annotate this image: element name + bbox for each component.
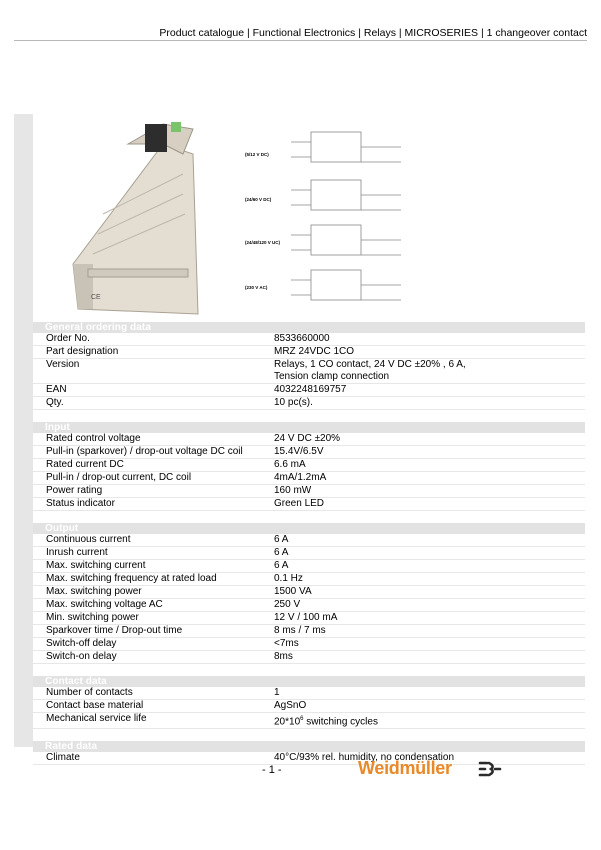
spec-label: Inrush current bbox=[46, 547, 108, 558]
weidmuller-logo-icon bbox=[478, 760, 502, 778]
spec-row bbox=[33, 384, 585, 397]
spec-value bbox=[262, 560, 585, 572]
spec-label: Pull-in / drop-out current, DC coil bbox=[46, 472, 192, 483]
spec-label: Qty. bbox=[46, 397, 64, 408]
spec-label: Order No. bbox=[46, 333, 90, 344]
spec-value-text: 24 V DC ±20% bbox=[274, 433, 341, 444]
spec-value-text: 40°C/93% rel. humidity, no condensation bbox=[274, 752, 455, 764]
spec-label: Max. switching power bbox=[46, 586, 142, 597]
weidmuller-logo-text: Weidmüller bbox=[358, 758, 452, 778]
spec-row bbox=[33, 713, 585, 729]
section-header: Rated data bbox=[33, 741, 585, 752]
spec-value-text: 1 bbox=[274, 687, 280, 698]
spec-value-text: 250 V bbox=[274, 599, 301, 610]
product-image-area bbox=[33, 114, 585, 322]
spec-value bbox=[262, 651, 585, 663]
spec-value-text: 10 pc(s). bbox=[274, 397, 313, 408]
spec-value bbox=[262, 459, 585, 471]
spec-row bbox=[33, 446, 585, 459]
spec-label: Min. switching power bbox=[46, 612, 139, 623]
section-header: Input bbox=[33, 422, 585, 433]
spec-row bbox=[33, 651, 585, 664]
diagram-label-2: (24/60 V DC) bbox=[245, 197, 272, 202]
spec-value bbox=[262, 384, 585, 396]
spec-label: Power rating bbox=[46, 485, 103, 496]
spec-row bbox=[33, 433, 585, 446]
spec-value bbox=[262, 700, 585, 712]
spec-value-text: MRZ 24VDC 1CO bbox=[274, 346, 355, 357]
spec-row bbox=[33, 498, 585, 511]
spec-value bbox=[262, 485, 585, 497]
svg-text:CE: CE bbox=[91, 294, 101, 301]
spec-value-text: 8533660000 bbox=[274, 333, 330, 344]
section-gap bbox=[33, 410, 585, 422]
diagram-label-1: (5/12 V DC) bbox=[245, 152, 269, 157]
spec-row bbox=[33, 472, 585, 485]
spec-row bbox=[33, 612, 585, 625]
spec-label: Number of contacts bbox=[46, 687, 133, 698]
spec-value-text: 20*10 bbox=[274, 716, 301, 728]
diagram-label-4: (230 V AC) bbox=[245, 285, 268, 290]
spec-value bbox=[262, 534, 585, 546]
circuit-diagrams bbox=[291, 122, 411, 322]
spec-label: Switch-off delay bbox=[46, 638, 117, 649]
spec-row bbox=[33, 638, 585, 651]
spec-label: Status indicator bbox=[46, 498, 115, 509]
spec-value-text: 4mA/1.2mA bbox=[274, 472, 327, 483]
spec-label: Switch-on delay bbox=[46, 651, 117, 662]
breadcrumb: Product catalogue | Functional Electronics | Relays | MICROSERIES | 1 changeover contact bbox=[159, 27, 587, 39]
spec-row bbox=[33, 459, 585, 472]
spec-value-exponent: 6 bbox=[300, 716, 304, 722]
spec-label: Max. switching frequency at rated load bbox=[46, 573, 217, 584]
spec-label: Continuous current bbox=[46, 534, 131, 545]
spec-value-text: 4032248169757 bbox=[274, 384, 347, 395]
section-header: General ordering data bbox=[33, 322, 585, 333]
spec-label: Rated current DC bbox=[46, 459, 124, 470]
spec-value bbox=[262, 498, 585, 510]
spec-value-text: 12 V / 100 mA bbox=[274, 612, 338, 623]
spec-tables bbox=[33, 322, 585, 765]
page-number: - 1 - bbox=[262, 764, 282, 776]
spec-value-text: 1500 VA bbox=[274, 586, 312, 597]
spec-value bbox=[262, 397, 585, 409]
section-gap bbox=[33, 729, 585, 741]
spec-row bbox=[33, 687, 585, 700]
diagram-label-3: (24/48/120 V UC) bbox=[245, 240, 281, 245]
relay-product-image bbox=[33, 114, 238, 322]
spec-label: Max. switching voltage AC bbox=[46, 599, 163, 610]
spec-row bbox=[33, 359, 585, 384]
spec-value bbox=[262, 638, 585, 650]
spec-row bbox=[33, 485, 585, 498]
spec-value bbox=[262, 599, 585, 611]
spec-value-text: Green LED bbox=[274, 498, 325, 509]
spec-row bbox=[33, 625, 585, 638]
spec-row bbox=[33, 346, 585, 359]
spec-label: Mechanical service life bbox=[46, 713, 147, 724]
spec-row bbox=[33, 397, 585, 410]
left-margin-band bbox=[14, 114, 33, 747]
spec-value-text: <7ms bbox=[274, 638, 299, 649]
spec-value bbox=[262, 333, 585, 345]
spec-row bbox=[33, 700, 585, 713]
spec-label: Climate bbox=[46, 752, 80, 764]
spec-row bbox=[33, 534, 585, 547]
spec-value bbox=[262, 446, 585, 458]
spec-value bbox=[262, 612, 585, 624]
spec-value-text: 160 mW bbox=[274, 485, 312, 496]
spec-value-text: AgSnO bbox=[274, 700, 307, 711]
spec-value bbox=[262, 586, 585, 598]
section-header: Output bbox=[33, 523, 585, 534]
spec-value bbox=[262, 573, 585, 585]
spec-value bbox=[262, 359, 585, 383]
spec-value bbox=[262, 713, 585, 728]
spec-value-text: 6.6 mA bbox=[274, 459, 306, 470]
spec-row bbox=[33, 752, 585, 765]
spec-row bbox=[33, 599, 585, 612]
spec-value-suffix: switching cycles bbox=[303, 716, 378, 728]
spec-label: Sparkover time / Drop-out time bbox=[46, 625, 183, 636]
spec-label: Max. switching current bbox=[46, 560, 146, 571]
spec-value-text: 15.4V/6.5V bbox=[274, 446, 324, 457]
spec-label: Contact base material bbox=[46, 700, 144, 711]
header-divider bbox=[14, 40, 587, 41]
spec-value bbox=[262, 547, 585, 559]
section-gap bbox=[33, 511, 585, 523]
spec-label: Part designation bbox=[46, 346, 119, 357]
spec-label: Rated control voltage bbox=[46, 433, 141, 444]
spec-label: EAN bbox=[46, 384, 67, 395]
spec-row bbox=[33, 586, 585, 599]
spec-value-text: 0.1 Hz bbox=[274, 573, 303, 584]
spec-value-line2: Tension clamp connection bbox=[274, 371, 390, 382]
spec-label: Pull-in (sparkover) / drop-out voltage DC coil bbox=[46, 446, 243, 457]
spec-value-text: 8 ms / 7 ms bbox=[274, 625, 326, 636]
spec-row bbox=[33, 560, 585, 573]
section-header: Contact data bbox=[33, 676, 585, 687]
spec-label: Version bbox=[46, 359, 80, 370]
spec-value-text: 8ms bbox=[274, 651, 293, 662]
spec-value bbox=[262, 687, 585, 699]
spec-value-text: 6 A bbox=[274, 547, 289, 558]
spec-value bbox=[262, 625, 585, 637]
spec-row bbox=[33, 333, 585, 346]
spec-value bbox=[262, 346, 585, 358]
spec-value bbox=[262, 472, 585, 484]
spec-value-text: 6 A bbox=[274, 534, 289, 545]
spec-row bbox=[33, 547, 585, 560]
spec-value-text: 6 A bbox=[274, 560, 289, 571]
section-gap bbox=[33, 664, 585, 676]
spec-row bbox=[33, 573, 585, 586]
spec-value-text: Relays, 1 CO contact, 24 V DC ±20% , 6 A, bbox=[274, 359, 466, 370]
spec-value bbox=[262, 433, 585, 445]
